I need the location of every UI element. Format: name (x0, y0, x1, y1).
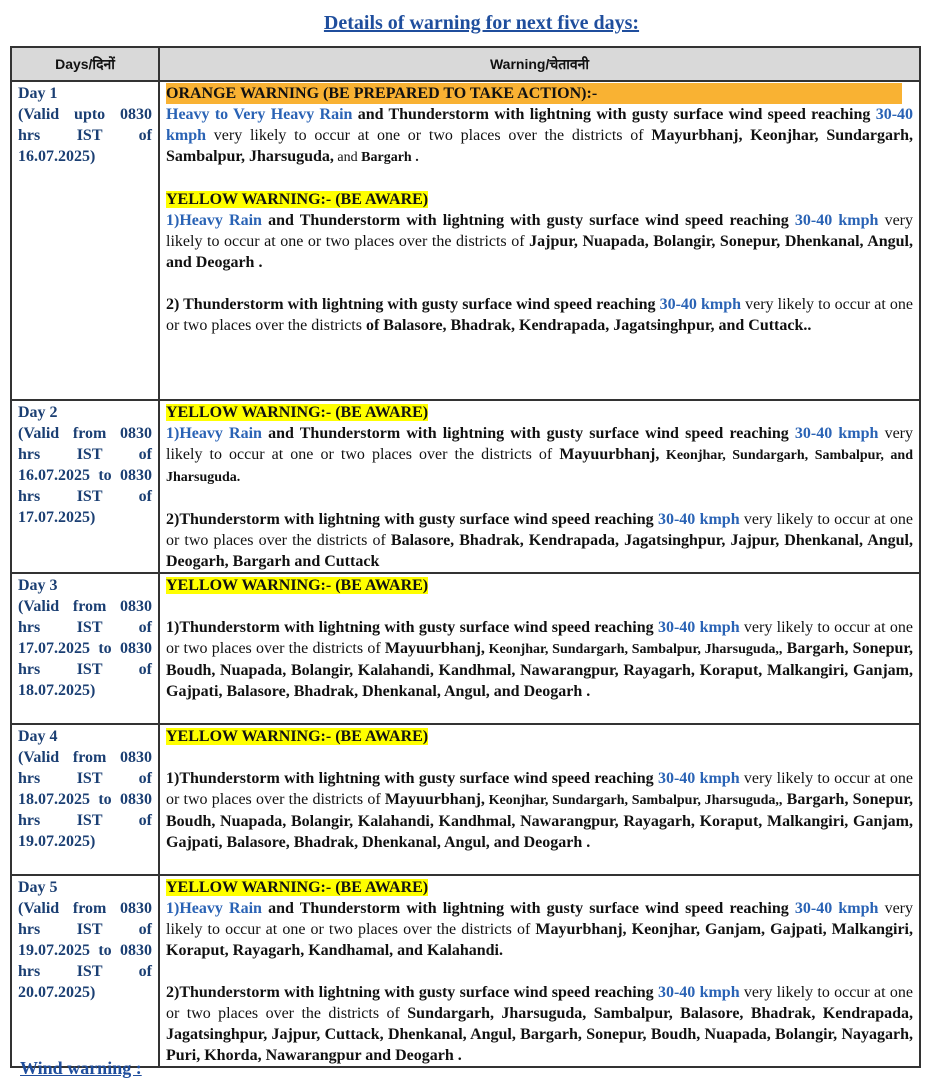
warning-table (10, 46, 921, 1068)
day-cell (11, 875, 159, 1067)
table-row (11, 81, 920, 400)
warning-text: 2) Thunderstorm with lightning with gusty surface wind speed reaching 30-40 kmph very likely to occur at one or two places over the districts of Balasore, Bhadrak, Kendrapada, Jagatsinghpur, and Cuttack.. (166, 296, 913, 334)
table-row (11, 400, 920, 573)
day-cell (11, 400, 159, 573)
warning-cell (159, 875, 920, 1067)
warning-cell (159, 573, 920, 724)
table-header-row (11, 47, 920, 81)
day-validity: (Valid from 0830 hrs IST of 17.07.2025 to 0830 hrs IST of 18.07.2025) (18, 598, 152, 699)
day-cell (11, 724, 159, 875)
day-title: Day 5 (18, 879, 58, 896)
yellow-warning-header: YELLOW WARNING:- (BE AWARE) (166, 879, 429, 896)
warning-text: 1)Thunderstorm with lightning with gusty surface wind speed reaching 30-40 kmph very likely to occur at one or two places over the districts of Mayuurbhanj, Keonjhar, Sundargarh, Sambalpur, Jharsuguda,, Bargarh, Sonepur, Boudh, Nuapada, Bolangir, Kalahandi, Kandhmal, Nawarangpur, Rayagarh, Koraput, Malkangiri, Ganjam, Gajpati, Balasore, Bhadrak, Dhenkanal, Angul, and Deogarh . (166, 619, 914, 700)
day-title: Day 1 (18, 85, 58, 102)
warning-text: 1)Heavy Rain and Thunderstorm with lightning with gusty surface wind speed reaching 30-40 kmph very likely to occur at one or two places over the districts of Jajpur, Nuapada, Bolangir, Sonepur, Dhenkanal, Angul, and Deogarh . (166, 212, 914, 271)
orange-warning-header: ORANGE WARNING (BE PREPARED TO TAKE ACTION):- (166, 83, 902, 104)
warning-text: 1)Thunderstorm with lightning with gusty surface wind speed reaching 30-40 kmph very likely to occur at one or two places over the districts of Mayuurbhanj, Keonjhar, Sundargarh, Sambalpur, Jharsuguda,, Bargarh, Sonepur, Boudh, Nuapada, Bolangir, Kalahandi, Kandhmal, Nawarangpur, Rayagarh, Koraput, Malkangiri, Ganjam, Gajpati, Balasore, Bhadrak, Dhenkanal, Angul, and Deogarh . (166, 770, 914, 851)
warning-text: 1)Heavy Rain and Thunderstorm with lightning with gusty surface wind speed reaching 30-40 kmph very likely to occur at one or two places over the districts of Mayurbhanj, Keonjhar, Ganjam, Gajpati, Malkangiri, Koraput, Rayagarh, Kandhamal, and Kalahandi. (166, 900, 914, 959)
days-column-header: Days/दिनों (11, 47, 159, 81)
warning-text: 1)Heavy Rain and Thunderstorm with lightning with gusty surface wind speed reaching 30-40 kmph very likely to occur at one or two places over the districts of Mayuurbhanj, Keonjhar, Sundargarh, Sambalpur, and Jharsuguda. (166, 425, 914, 485)
page-title: Details of warning for next five days: (323, 12, 640, 34)
warning-cell (159, 81, 920, 400)
day-title: Day 4 (18, 728, 58, 745)
yellow-warning-header: YELLOW WARNING:- (BE AWARE) (166, 191, 429, 208)
day-title: Day 3 (18, 577, 58, 594)
warning-text: 2)Thunderstorm with lightning with gusty surface wind speed reaching 30-40 kmph very likely to occur at one or two places over the districts of Sundargarh, Jharsuguda, Sambalpur, Balasore, Bhadrak, Kendrapada, Jagatsinghpur, Jajpur, Cuttack, Dhenkanal, Angul, Bargarh, Sonepur, Boudh, Nuapada, Bolangir, Nayagarh, Puri, Khorda, Nawarangpur and Deogarh . (166, 984, 913, 1064)
table-row (11, 875, 920, 1067)
day-title: Day 2 (18, 404, 58, 421)
table-row (11, 573, 920, 724)
day-cell (11, 573, 159, 724)
warning-text: 2)Thunderstorm with lightning with gusty surface wind speed reaching 30-40 kmph very likely to occur at one or two places over the districts of Balasore, Bhadrak, Kendrapada, Jagatsinghpur, Jajpur, Dhenkanal, Angul, Deogarh, Bargarh and Cuttack (166, 511, 914, 570)
warning-cell (159, 400, 920, 573)
day-validity: (Valid upto 0830 hrs IST of 16.07.2025) (18, 106, 152, 165)
yellow-warning-header: YELLOW WARNING:- (BE AWARE) (166, 728, 429, 745)
warning-column-header: Warning/चेतावनी (159, 47, 920, 81)
wind-warning-heading: Wind warning : (20, 1058, 142, 1078)
yellow-warning-header: YELLOW WARNING:- (BE AWARE) (166, 577, 429, 594)
warning-cell (159, 724, 920, 875)
table-row (11, 724, 920, 875)
day-validity: (Valid from 0830 hrs IST of 19.07.2025 to 0830 hrs IST of 20.07.2025) (18, 900, 152, 1001)
day-validity: (Valid from 0830 hrs IST of 18.07.2025 to 0830 hrs IST of 19.07.2025) (18, 749, 152, 850)
yellow-warning-header: YELLOW WARNING:- (BE AWARE) (166, 404, 429, 421)
warning-text: Heavy to Very Heavy Rain and Thunderstorm with lightning with gusty surface wind speed reaching 30-40 kmph very likely to occur at one or two places over the districts of Mayurbhanj, Keonjhar, Sundargarh, Sambalpur, Jharsuguda, and Bargarh . (166, 106, 914, 165)
day-cell (11, 81, 159, 400)
day-validity: (Valid from 0830 hrs IST of 16.07.2025 to 0830 hrs IST of 17.07.2025) (18, 425, 152, 526)
